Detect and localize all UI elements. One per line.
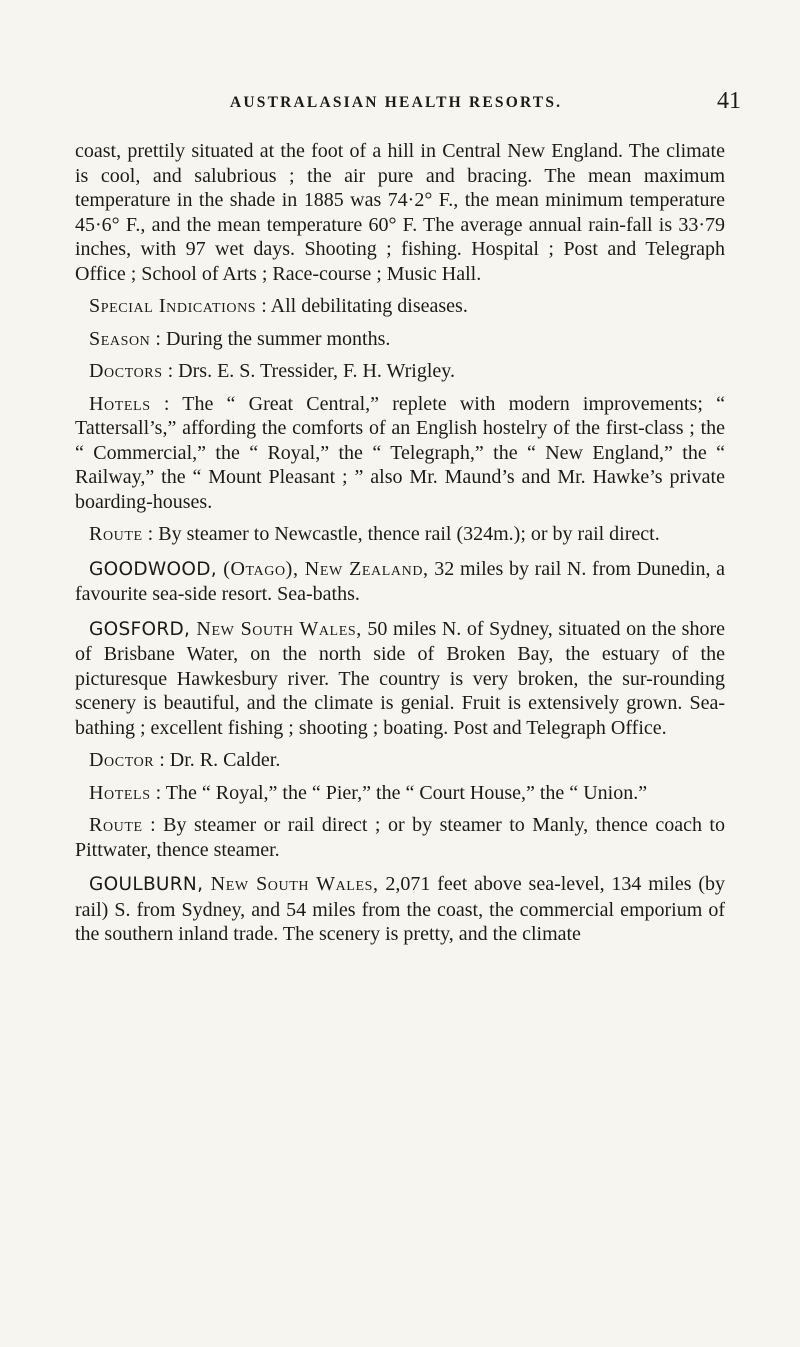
route-text: : By steamer to Newcastle, thence rail (324m.); or by rail direct. — [142, 523, 660, 545]
gosford-doctor-text: : Dr. R. Calder. — [154, 749, 281, 771]
hotels-paragraph — [75, 392, 725, 515]
entry-text-goodwood: 32 miles by rail N. from Dunedin, a favourite sea-side resort. Sea-baths. — [75, 557, 725, 605]
special-indications-text: : All debilitating diseases. — [256, 295, 468, 317]
gosford-doctor-paragraph — [75, 748, 725, 773]
season-label: Season — [89, 327, 151, 350]
entry-heading-goulburn: GOULBURN, — [89, 874, 204, 895]
running-head: AUSTRALASIAN HEALTH RESORTS. — [230, 94, 563, 111]
entry-region-goodwood: (Otago), New Zealand, — [216, 557, 429, 580]
gosford-doctor-label: Doctor — [89, 749, 155, 771]
hotels-text: : The “ Great Central,” replete with modern improvements; “ Tattersall’s,” affording the comforts of an English hostelry of the first-class ; the “ Commercial,” the “ Royal,” the “ Telegraph,” the “ New England,” the “ Railway,” the “ Mount Pleasant ; ” also Mr. Maund’s and Mr. Hawke’s private boarding-houses. — [75, 392, 725, 513]
entry-text-goulburn: 2,071 feet above sea-level, 134 miles (by rail) S. from Sydney, and 54 miles from the coast, the commercial emporium of the southern inland trade. The scenery is pretty, and the climate — [75, 873, 725, 945]
entry-text-gosford: 50 miles N. of Sydney, situated on the shore of Brisbane Water, on the north side of Broken Bay, the estuary of the picturesque Hawkesbury river. The country is very broken, the sur-rounding scenery is beautiful, and the climate is genial. Fruit is extensively grown. Sea-bathing ; excellent fishing ; shooting ; boating. Post and Telegraph Office. — [75, 617, 725, 739]
entry-goulburn — [75, 872, 725, 947]
doctors-text: : Drs. E. S. Tressider, F. H. Wrigley. — [162, 360, 455, 382]
entry-gosford — [75, 617, 725, 741]
entry-region-goulburn: New South Wales, — [203, 873, 379, 895]
entry-heading-goodwood: GOODWOOD, — [89, 558, 217, 580]
gosford-route-text: : By steamer or rail direct ; or by steamer to Manly, thence coach to Pittwater, thence steamer. — [75, 814, 725, 861]
season-text: : During the summer months. — [150, 327, 391, 350]
doctors-paragraph — [75, 359, 725, 384]
gosford-route-label: Route — [89, 814, 143, 836]
entry-region-gosford: New South Wales, — [190, 617, 362, 640]
special-indications-paragraph — [75, 294, 725, 319]
gosford-hotels-text: : The “ Royal,” the “ Pier,” the “ Court House,” the “ Union.” — [150, 781, 648, 804]
route-label: Route — [89, 523, 143, 545]
gosford-hotels-label: Hotels — [89, 781, 151, 804]
body-text — [75, 139, 725, 955]
special-indications-label: Special Indications — [89, 295, 257, 317]
paragraph-continuation: coast, prettily situated at the foot of a hill in Central New England. The climate is cool, and salubrious ; the air pure and bracing. The mean maximum temperature in the shade in 1885 was 74·2° F., the mean minimum temperature 45·6° F., and the mean temperature 60° F. The average annual rain-fall is 33·79 inches, with 97 wet days. Shooting ; fishing. Hospital ; Post and Telegraph Office ; School of Arts ; Race-course ; Music Hall. — [75, 140, 725, 285]
gosford-route-paragraph — [75, 813, 725, 862]
season-paragraph — [75, 327, 725, 352]
page-number: 41 — [717, 88, 741, 114]
route-paragraph — [75, 522, 725, 547]
hotels-label: Hotels — [89, 392, 151, 415]
gosford-hotels-paragraph — [75, 781, 725, 806]
entry-heading-gosford: GOSFORD, — [89, 618, 191, 640]
doctors-label: Doctors — [89, 360, 163, 382]
entry-goodwood — [75, 557, 725, 607]
